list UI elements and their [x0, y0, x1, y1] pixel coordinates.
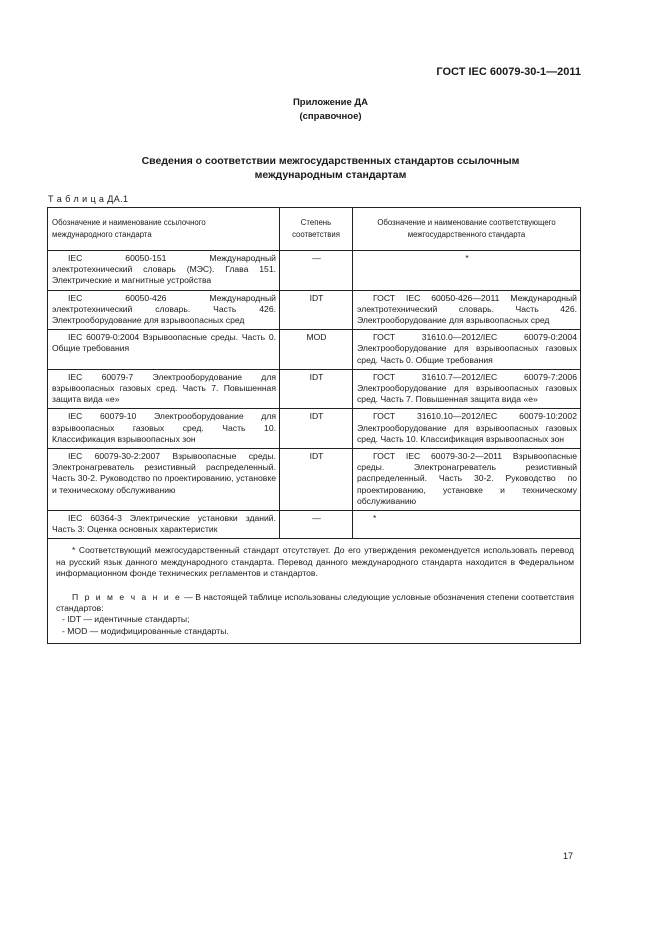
document-code: ГОСТ IEC 60079-30-1—2011 — [436, 66, 581, 78]
appendix-name: Приложение ДА — [292, 97, 369, 108]
section-title-line1: Сведения о соответствии межгосударственных стандартов ссылочным — [141, 155, 520, 167]
interstate-standard-cell: ГОСТ IEC 60050-426—2011 Международный электротехнический словарь. Часть 426. Электрооборудование для взрывоопасных сред — [353, 290, 581, 330]
header-international: Обозначение и наименование ссылочного международного стандарта — [48, 208, 280, 251]
international-standard-cell: IEC 60079-10 Электрооборудование для взрывоопасных газовых сред. Часть 10. Классификация взрывоопасных зон — [48, 409, 280, 449]
table-row — [48, 449, 581, 511]
interstate-standard-cell: ГОСТ 31610.10—2012/IEC 60079-10:2002 Электрооборудование для взрывоопасных газовых сред. Часть 10. Классификация взрывоопасных зон — [353, 409, 581, 449]
table-row — [48, 409, 581, 449]
appendix-type: (справочное) — [299, 111, 362, 122]
interstate-standard-cell: ГОСТ 31610.7—2012/IEC 60079-7:2006 Электрооборудование для взрывоопасных газовых сред. Часть 7. Повышенная защита вида «е» — [353, 369, 581, 409]
note-label: П р и м е ч а н и е — [72, 592, 182, 603]
degree-cell: — — [280, 511, 353, 539]
note-text: — В настоящей таблице использованы следующие условные обозначения степени соответствия стандартов: — [56, 592, 574, 614]
international-standard-cell: IEC 60079-0:2004 Взрывоопасные среды. Часть 0. Общие требования — [48, 330, 280, 370]
degree-cell: MOD — [280, 330, 353, 370]
section-title — [0, 154, 661, 182]
header-degree: Степень соответствия — [280, 208, 353, 251]
international-standard-cell: IEC 60050-426 Международный электротехнический словарь. Часть 426. Электрооборудование для взрывоопасных сред — [48, 290, 280, 330]
table-row — [48, 330, 581, 370]
footnote: * Соответствующий межгосударственный стандарт отсутствует. До его утверждения рекомендуется использовать перевод на русский язык данного международного стандарта. Перевод данного международного стандарта находится в Федеральном информационном фонде технических регламентов и стандартов. — [56, 545, 574, 578]
international-standard-cell: IEC 60079-30-2:2007 Взрывоопасные среды. Электронагреватель резистивный распределенный. Часть 30-2. Руководство по проектированию, установке и техническому обслуживанию — [48, 449, 280, 511]
interstate-standard-cell: ГОСТ IEC 60079-30-2—2011 Взрывоопасные среды. Электронагреватель резистивный распределенный. Часть 30-2. Руководство по проектированию, установке и техническому обслуживанию — [353, 449, 581, 511]
page-number: 17 — [562, 851, 573, 861]
international-standard-cell: IEC 60364-3 Электрические установки зданий. Часть 3: Оценка основных характеристик — [48, 511, 280, 539]
table-label: Т а б л и ц а ДА.1 — [48, 194, 129, 204]
degree-cell: IDT — [280, 290, 353, 330]
table-row — [48, 290, 581, 330]
header-interstate: Обозначение и наименование соответствующего межгосударственного стандарта — [353, 208, 581, 251]
table-header-row — [48, 208, 581, 251]
legend-mod: - MOD — модифицированные стандарты. — [62, 625, 229, 636]
degree-cell: IDT — [280, 409, 353, 449]
degree-cell: — — [280, 251, 353, 291]
note — [56, 592, 574, 614]
correspondence-table-container — [47, 207, 581, 644]
table-notes-cell — [48, 539, 581, 643]
table-row — [48, 369, 581, 409]
international-standard-cell: IEC 60079-7 Электрооборудование для взрывоопасных газовых сред. Часть 7. Повышенная защита вида «е» — [48, 369, 280, 409]
interstate-standard-cell: ГОСТ 31610.0—2012/IEC 60079-0:2004 Электрооборудование для взрывоопасных газовых сред. Часть 0. Общие требования — [353, 330, 581, 370]
legend-idt: - IDT — идентичные стандарты; — [62, 614, 190, 625]
section-title-line2: международным стандартам — [254, 169, 407, 181]
interstate-standard-cell: * — [353, 511, 581, 539]
degree-cell: IDT — [280, 369, 353, 409]
correspondence-table — [47, 207, 581, 644]
appendix-heading — [0, 96, 661, 124]
interstate-standard-cell: * — [353, 251, 581, 291]
degree-cell: IDT — [280, 449, 353, 511]
table-row — [48, 251, 581, 291]
table-row — [48, 511, 581, 539]
table-notes-row — [48, 539, 581, 643]
international-standard-cell: IEC 60050-151 Международный электротехнический словарь (МЭС). Глава 151. Электрические и магнитные устройства — [48, 251, 280, 291]
